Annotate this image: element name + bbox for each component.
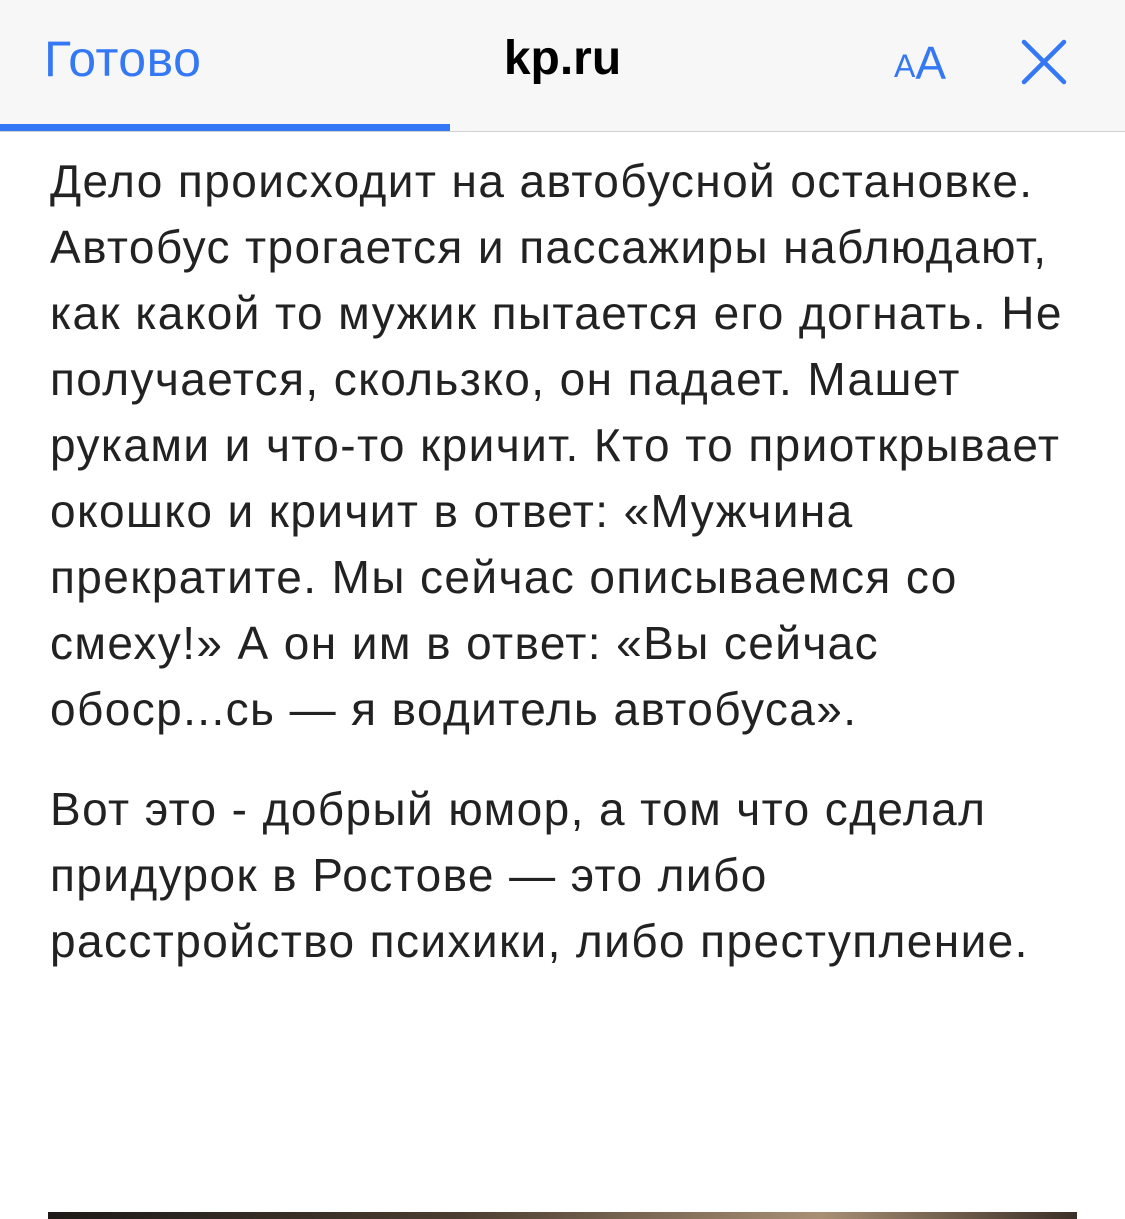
loading-progress-bar [0,124,1125,131]
article-image [48,1212,1077,1219]
text-size-small-label: A [894,48,916,84]
close-button[interactable] [1018,36,1070,88]
reader-toolbar [0,0,1125,132]
article-paragraph: Вот это - добрый юмор, а том что сделал придурок в Ростове — это либо расстройство психики, либо преступление. [50,783,1029,967]
close-icon [1018,36,1070,88]
article-body [50,148,1085,1008]
text-size-large-label: A [915,37,947,89]
text-size-button[interactable] [894,30,964,90]
done-button[interactable]: Готово [44,31,202,87]
loading-progress-fill [0,124,450,131]
site-title: kp.ru [503,32,622,85]
article-paragraph: Дело происходит на автобусной остановке. Автобус трогается и пассажиры наблюдают, как какой то мужик пытается его догнать. Не получается, скользко, он падает. Машет руками и что-то кричит. Кто то приоткрывает окошко и кричит в ответ: «Мужчина прекратите. Мы сейчас описываемся со смеху!» А он им в ответ: «Вы сейчас обоср...сь — я водитель автобуса». [50,155,1063,735]
